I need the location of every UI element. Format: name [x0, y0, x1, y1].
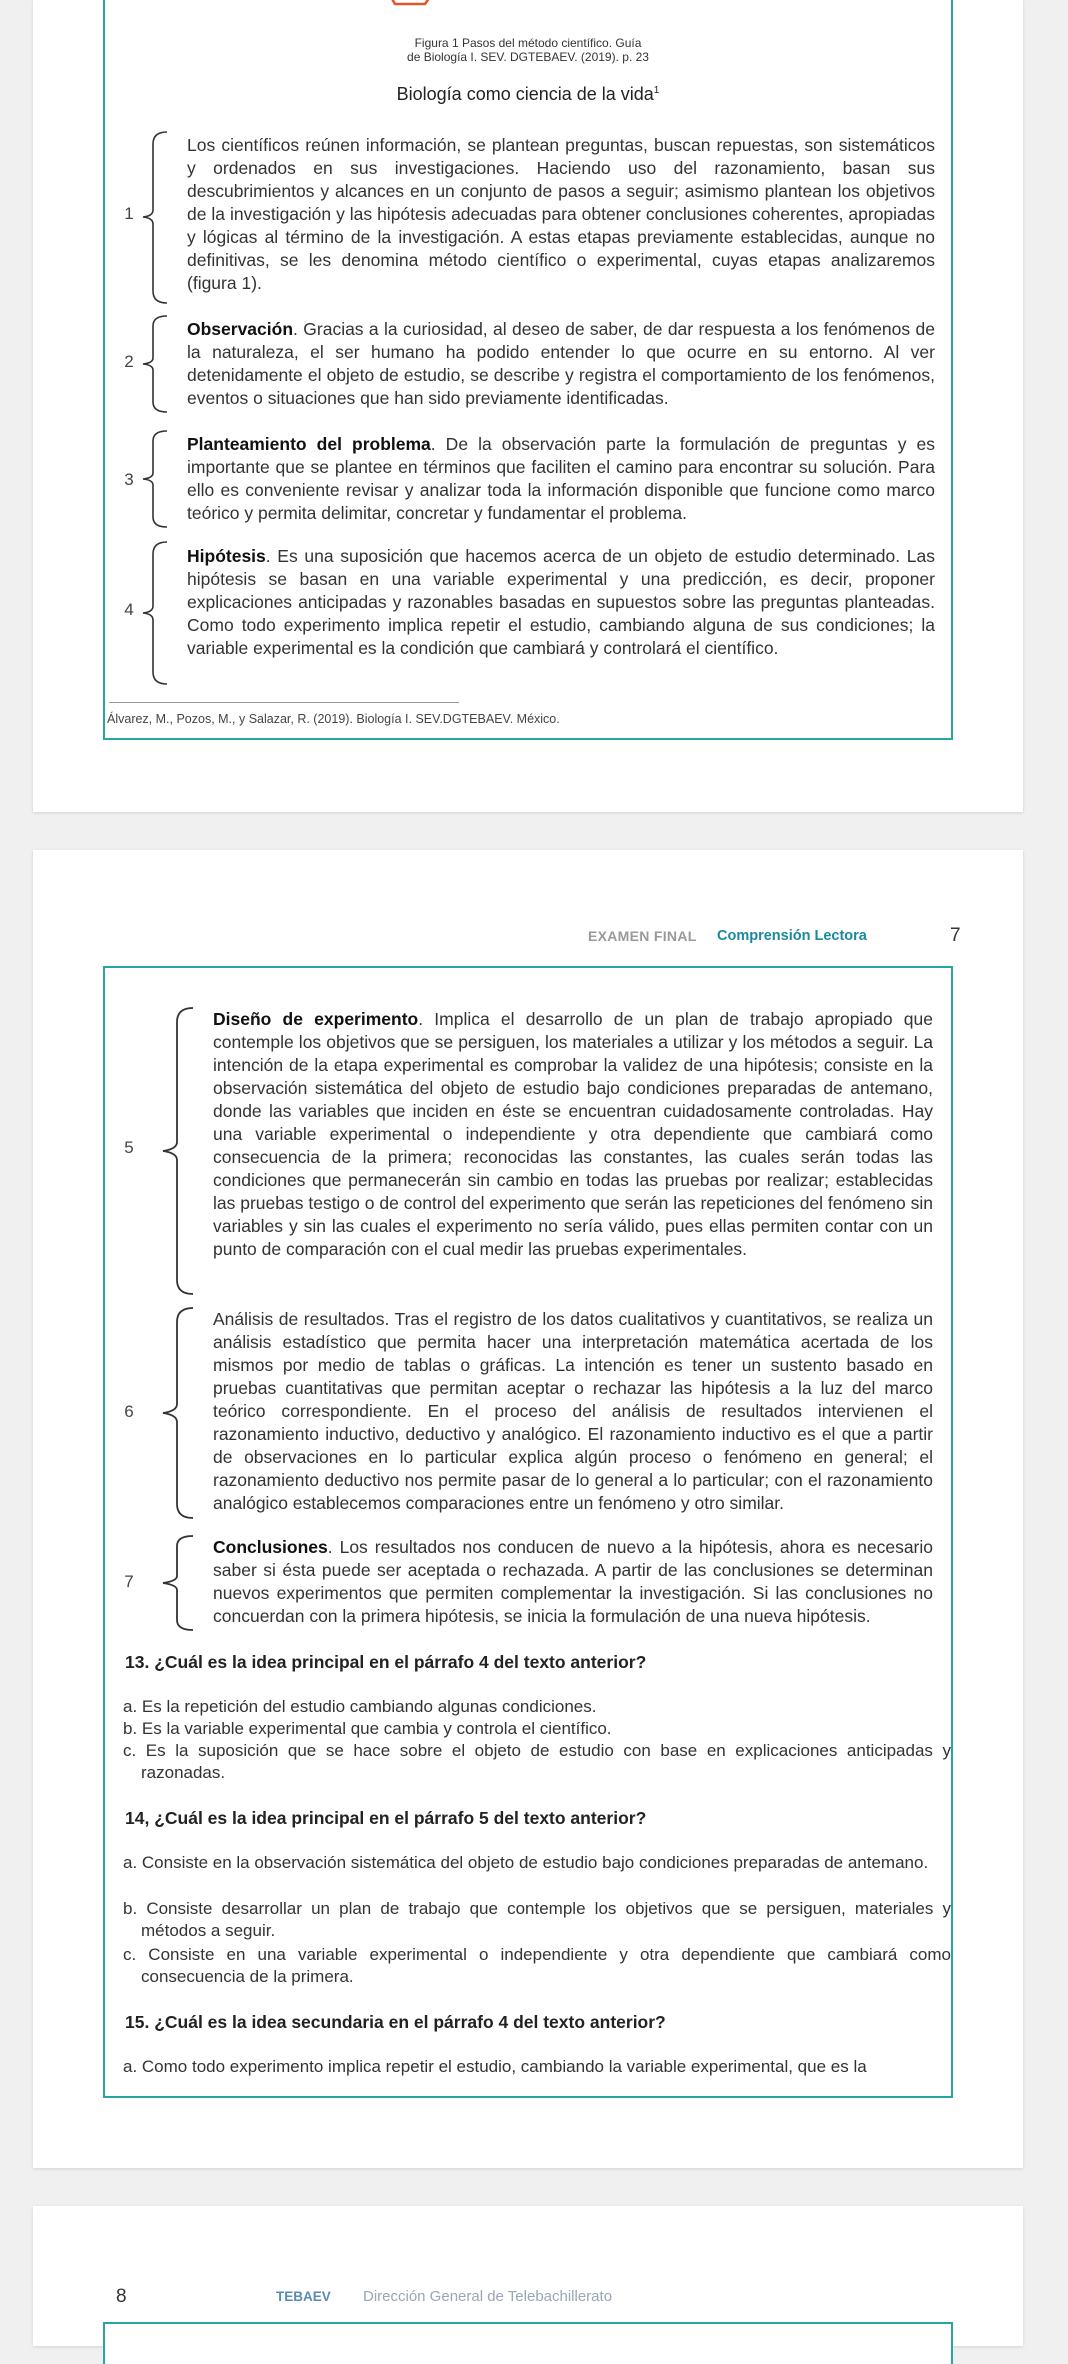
option-13a[interactable]: a. Es la repetición del estudio cambiando algunas condiciones.	[123, 1697, 597, 1716]
footnote-divider	[109, 702, 459, 703]
page-1	[33, 0, 1023, 812]
paragraph-5: Diseño de experimento. Implica el desarrollo de un plan de trabajo apropiado que contemple los objetivos que se persiguen, los materiales a utilizar y los métodos a seguir. La intención de la etapa experimental es comprobar la validez de una hipótesis; consiste en la observación sistemática del objeto de estudio bajo condiciones preparadas de antemano, donde las variables que inciden en éste se encuentran cuidadosamente controladas. Hay una variable experimental o independiente y otra dependiente que cambiará como consecuencia de la primera; reconocidas las constantes, las cuales serán todas las condiciones que permanecerán sin cambio en todas las pruebas por realizar; establecidas las pruebas testigo o de control del experimento que serán las repeticiones del fenómeno sin variables y sin las cuales el experimento no sería válido, pues ellas permiten contar con un punto de comparación con el cual medir las pruebas experimentales.	[213, 1009, 933, 1259]
paragraph-4: Hipótesis. Es una suposición que hacemos acerca de un objeto de estudio determinado. Las hipótesis se basan en una variable experimental y una predicción, es decir, proponer explicaciones anticipadas y razonables basadas en supuestos sobre las preguntas planteadas. Como todo experimento implica repetir el estudio, cambiando alguna de sus condiciones; la variable experimental es la condición que cambiará y controlará el científico.	[187, 546, 935, 658]
option-14c[interactable]: c. Consiste en una variable experimental o independiente y otra dependiente que cambiará como consecuencia de la primera.	[123, 1945, 951, 1986]
option-13c[interactable]: c. Es la suposición que se hace sobre el objeto de estudio con base en explicaciones anticipadas y razonadas.	[123, 1741, 951, 1782]
bracket-icon	[141, 540, 171, 686]
bracket-icon	[141, 429, 171, 529]
header-title: Dirección General de Telebachillerato	[363, 2288, 613, 2305]
header-section-label: Comprensión Lectora	[717, 928, 867, 944]
bracket-icon	[141, 130, 171, 305]
option-14b[interactable]: b. Consiste desarrollar un plan de trabajo que contemple los objetivos que se persiguen, materiales y métodos a seguir.	[123, 1899, 951, 1940]
figure-caption: Figura 1 Pasos del método científico. Guía de Biología I. SEV. DGTEBAEV. (2019). p. 23	[407, 36, 649, 64]
paragraph-number: 2	[124, 352, 134, 371]
paragraph-number: 7	[124, 1572, 134, 1591]
bracket-icon	[141, 314, 171, 414]
content-box	[103, 2322, 953, 2364]
content-box	[103, 966, 953, 2098]
question-14: 14, ¿Cuál es la idea principal en el párrafo 5 del texto anterior?	[125, 1808, 647, 1828]
question-15: 15. ¿Cuál es la idea secundaria en el párrafo 4 del texto anterior?	[125, 2012, 666, 2032]
footnote: Álvarez, M., Pozos, M., y Salazar, R. (2019). Biología I. SEV.DGTEBAEV. México.	[107, 712, 560, 726]
paragraph-6: Análisis de resultados. Tras el registro de los datos cualitativos y cuantitativos, se realiza un análisis estadístico que permita hacer una interpretación matemática acertada de los mismos por medio de tablas o gráficas. La intención es tener un sustento basado en pruebas cuantitativas que permitan aceptar o rechazar las hipótesis a la luz del marco teórico correspondiente. En el proceso del análisis de resultados intervienen el razonamiento inductivo, deductivo y analógico. El razonamiento inductivo es el que a partir de observaciones en lo particular explica algún proceso o fenómeno en general; el razonamiento deductivo nos permite pasar de lo general a lo particular; con el razonamiento analógico establecemos comparaciones entre un fenómeno y otro similar.	[213, 1309, 933, 1513]
paragraph-1: Los científicos reúnen información, se plantean preguntas, buscan repuestas, son sistemáticos y ordenados en sus investigaciones. Haciendo uso del razonamiento, basan sus descubrimientos y alcances en un conjunto de pasos a seguir; asimismo plantean los objetivos de la investigación y las hipótesis adecuadas para obtener conclusiones coherentes, apropiadas y lógicas al término de la investigación. A estas etapas previamente establecidas, aunque no definitivas, se les denomina método científico o experimental, cuyas etapas analizaremos (figura 1).	[187, 135, 935, 293]
paragraph-number: 5	[124, 1138, 134, 1157]
paragraph-3: Planteamiento del problema. De la observación parte la formulación de preguntas y es importante que se plantee en términos que faciliten el camino para encontrar su solución. Para ello es conveniente revisar y analizar toda la información disponible que funcione como marco teórico y permita delimitar, concretar y fundamentar el problema.	[187, 434, 935, 523]
option-14a[interactable]: a. Consiste en la observación sistemática del objeto de estudio bajo condiciones preparadas de antemano.	[123, 1853, 929, 1872]
page-number: 7	[950, 925, 961, 946]
question-13: 13. ¿Cuál es la idea principal en el párrafo 4 del texto anterior?	[125, 1652, 647, 1672]
paragraph-2: Observación. Gracias a la curiosidad, al deseo de saber, de dar respuesta a los fenómenos de la naturaleza, el ser humano ha podido entender lo que ocurre en su entorno. Al ver detenidamente el objeto de estudio, se describe y registra el comportamiento de los fenómenos, eventos o situaciones que han sido previamente identificadas.	[187, 319, 935, 408]
section-title: Biología como ciencia de la vida$^1$	[396, 84, 660, 104]
option-15a[interactable]: a. Como todo experimento implica repetir el estudio, cambiando la variable experimental, que es la	[123, 2057, 867, 2076]
scientific-method-figure	[325, 0, 745, 14]
page-number: 8	[116, 2286, 127, 2307]
bracket-icon	[161, 1006, 197, 1296]
option-13b[interactable]: b. Es la variable experimental que cambia y controla el científico.	[123, 1719, 612, 1738]
header-org: TEBAEV	[276, 2289, 331, 2304]
paragraph-number: 3	[124, 470, 134, 489]
paragraph-7: Conclusiones. Los resultados nos conducen de nuevo a la hipótesis, ahora es necesario saber si ésta puede ser aceptada o rechazada. A partir de las conclusiones se determinan nuevos experimentos que permiten complementar la investigación. Si las conclusiones no concuerdan con la primera hipótesis, se inicia la formulación de una nueva hipótesis.	[213, 1537, 933, 1626]
header-exam-label: EXAMEN FINAL	[588, 928, 697, 944]
bracket-icon	[161, 1534, 197, 1632]
page-2	[33, 850, 1023, 2168]
bracket-icon	[161, 1306, 197, 1520]
paragraph-number: 1	[124, 204, 134, 223]
paragraph-number: 4	[124, 600, 134, 619]
paragraph-number: 6	[124, 1402, 134, 1421]
content-box	[103, 0, 953, 740]
page-3	[33, 2206, 1023, 2346]
